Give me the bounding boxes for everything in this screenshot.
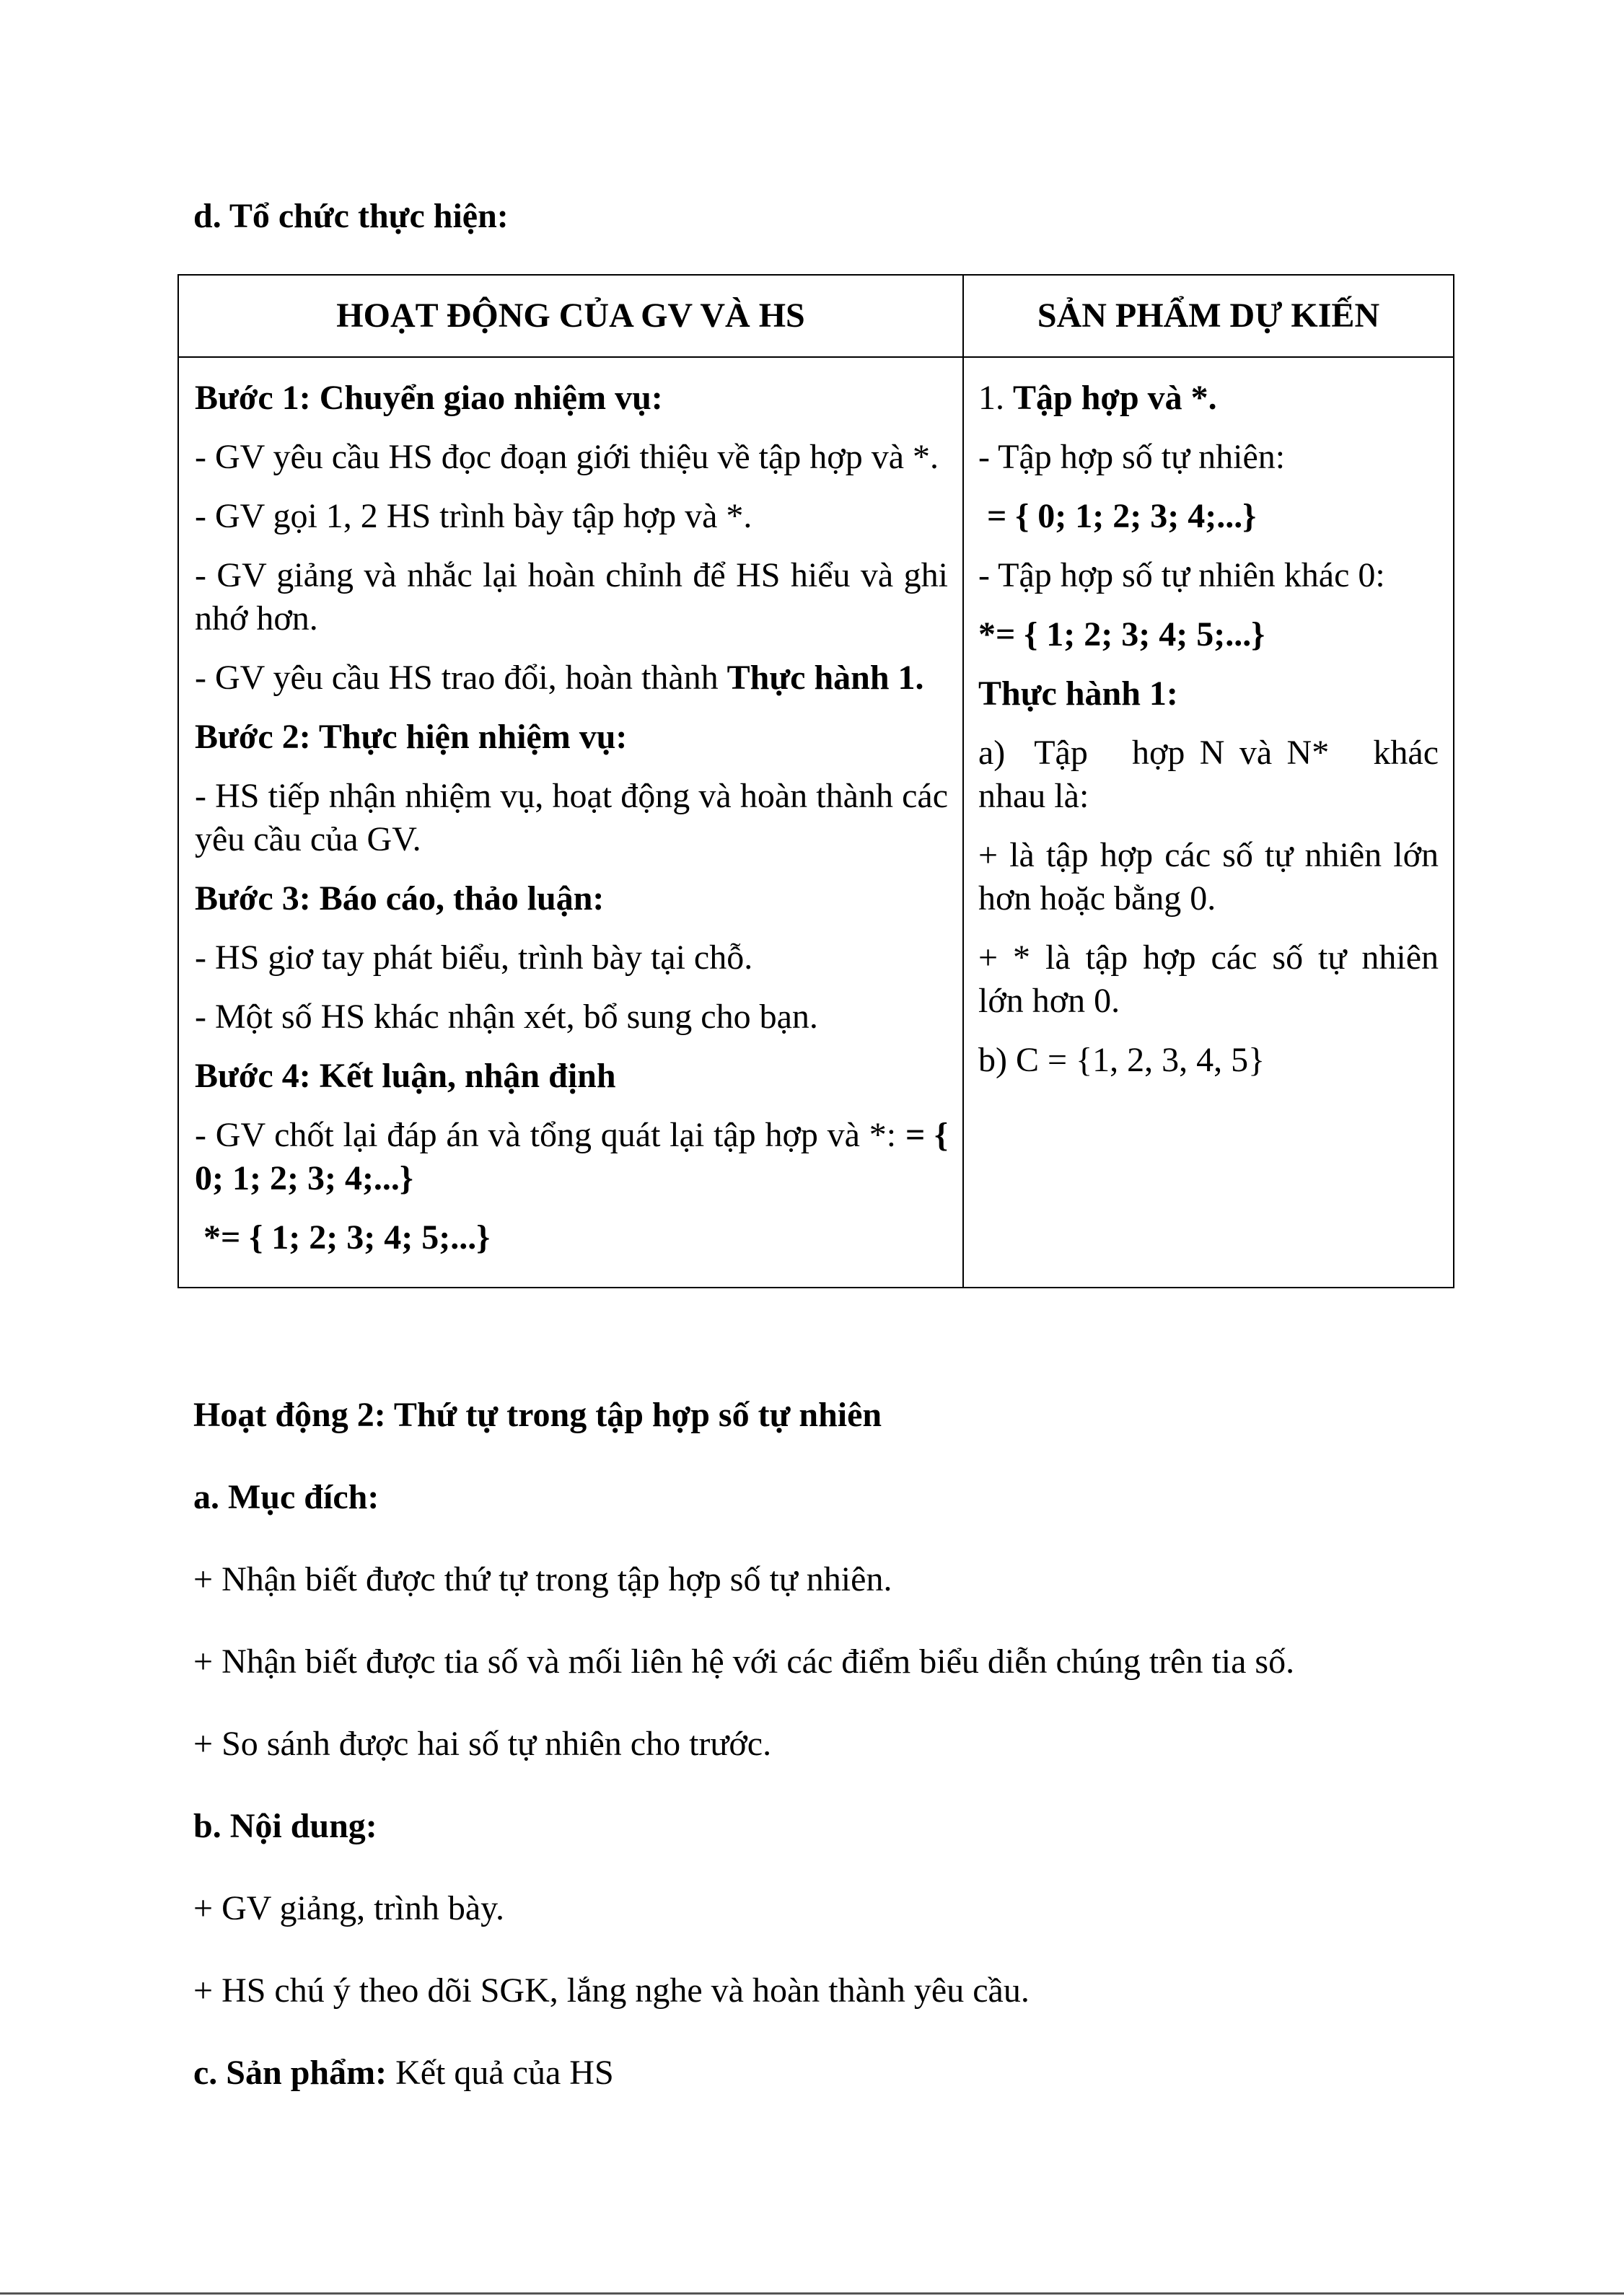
section-heading-d: d. Tổ chức thực hiện: <box>193 197 509 235</box>
step1-item-bold: Thực hành 1. <box>727 659 924 697</box>
step3-title: Bước 3: Báo cáo, thảo luận: <box>195 879 605 918</box>
products-item: - Tập hợp số tự nhiên khác 0: <box>978 556 1385 594</box>
step1-item <box>195 656 948 700</box>
step1-title: Bước 1: Chuyển giao nhiệm vụ: <box>195 379 663 417</box>
products-title-bold: Tập hợp và *. <box>1013 379 1217 417</box>
step4-item-text: - GV chốt lại đáp án và tổng quát lại tập hợp và *: <box>195 1116 905 1154</box>
activities-cell <box>178 357 963 1288</box>
products-title-num: 1. <box>978 379 1013 417</box>
step1-item: - GV gọi 1, 2 HS trình bày tập hợp và *. <box>195 497 752 535</box>
step4-item-bold: = { 0; 1; 2; 3; 4;...} <box>195 1116 949 1197</box>
step1-item-text: - GV yêu cầu HS trao đổi, hoàn thành <box>195 659 727 697</box>
purpose-title: a. Mục đích: <box>193 1478 379 1516</box>
table-row <box>178 357 1454 1288</box>
step3-item: - Một số HS khác nhận xét, bổ sung cho bạn. <box>195 998 818 1036</box>
practice-item: b) C = {1, 2, 3, 4, 5} <box>978 1041 1265 1079</box>
step2-title: Bước 2: Thực hiện nhiệm vụ: <box>195 718 628 756</box>
practice-title: Thực hành 1: <box>978 674 1178 713</box>
products-title <box>978 377 1439 420</box>
purpose-item: + Nhận biết được thứ tự trong tập hợp số tự nhiên. <box>193 1560 892 1598</box>
practice-item: + * là tập hợp các số tự nhiên lớn hơn 0. <box>978 938 1439 1020</box>
purpose-item: + Nhận biết được tia số và mối liên hệ với các điểm biểu diễn chúng trên tia số. <box>193 1642 1295 1681</box>
product-label: c. Sản phẩm: <box>193 2054 387 2092</box>
step4-item: *= { 1; 2; 3; 4; 5;...} <box>195 1218 491 1257</box>
products-cell <box>963 357 1454 1288</box>
purpose-item: + So sánh được hai số tự nhiên cho trước. <box>193 1725 772 1763</box>
products-item: *= { 1; 2; 3; 4; 5;...} <box>978 615 1265 654</box>
products-item: - Tập hợp số tự nhiên: <box>978 438 1286 476</box>
activity2-title: Hoạt động 2: Thứ tự trong tập hợp số tự nhiên <box>193 1396 882 1434</box>
practice-item: + là tập hợp các số tự nhiên lớn hơn hoặc bằng 0. <box>978 836 1439 918</box>
content-item: + HS chú ý theo dõi SGK, lắng nghe và hoàn thành yêu cầu. <box>193 1971 1030 2010</box>
practice-item: a) Tập hợp N và N* khác nhau là: <box>978 734 1447 815</box>
product-text: Kết quả của HS <box>387 2054 614 2092</box>
step4-title: Bước 4: Kết luận, nhận định <box>195 1057 616 1095</box>
step4-item <box>195 1114 948 1200</box>
product-line <box>193 2051 614 2095</box>
products-item: = { 0; 1; 2; 3; 4;...} <box>978 497 1257 535</box>
step2-item: - HS tiếp nhận nhiệm vụ, hoạt động và hoàn thành các yêu cầu của GV. <box>195 777 948 858</box>
step1-item: - GV yêu cầu HS đọc đoạn giới thiệu về tập hợp và *. <box>195 438 939 476</box>
activity-table <box>177 274 1454 1288</box>
content-title: b. Nội dung: <box>193 1807 377 1845</box>
step1-item: - GV giảng và nhắc lại hoàn chỉnh để HS hiểu và ghi nhớ hơn. <box>195 556 948 638</box>
table-header-row <box>178 275 1454 357</box>
col-header-products: SẢN PHẨM DỰ KIẾN <box>963 275 1454 357</box>
content-item: + GV giảng, trình bày. <box>193 1889 505 1927</box>
page-bottom-border <box>0 2292 1624 2295</box>
step3-item: - HS giơ tay phát biểu, trình bày tại chỗ. <box>195 938 753 977</box>
col-header-activities: HOẠT ĐỘNG CỦA GV VÀ HS <box>178 275 963 357</box>
